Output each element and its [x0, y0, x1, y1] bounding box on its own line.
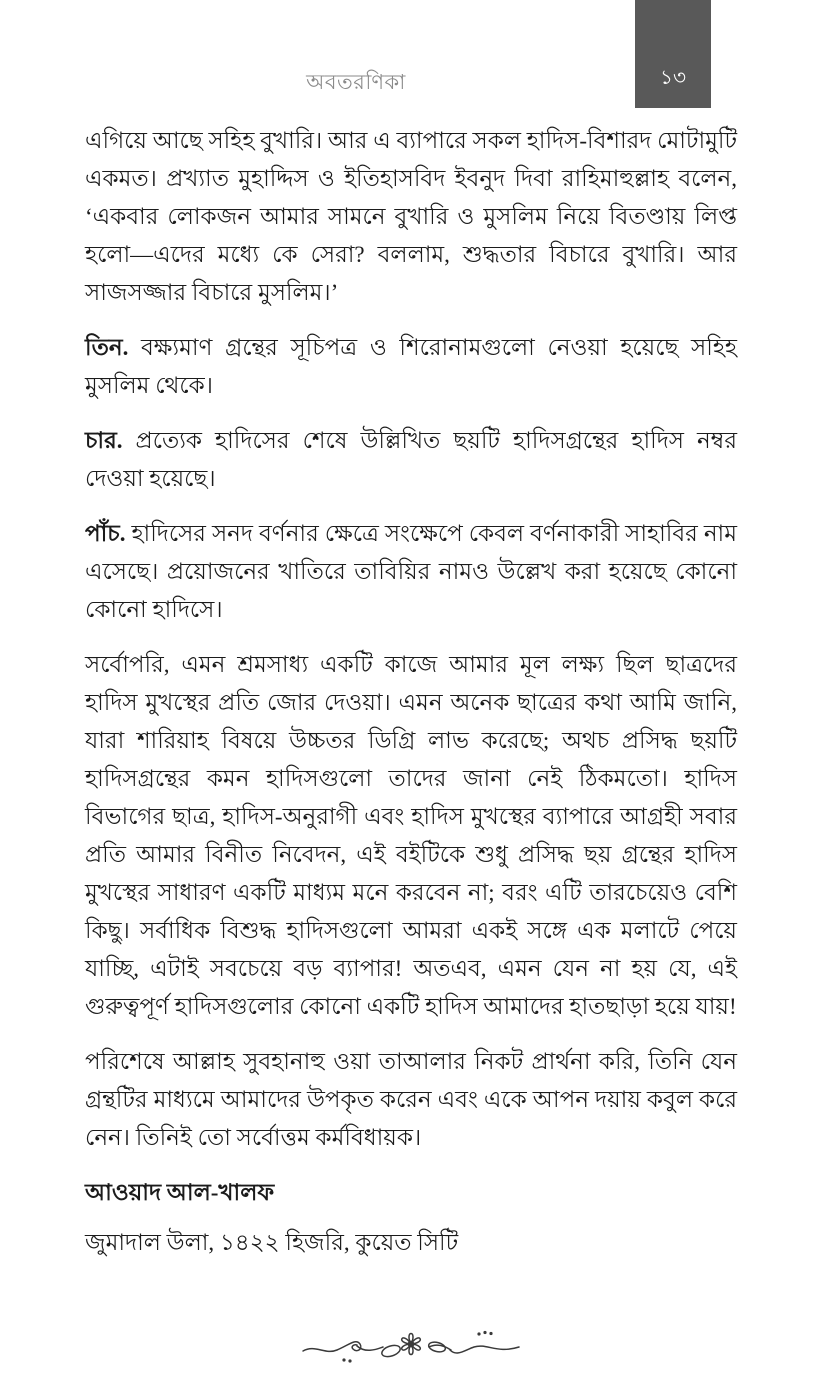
paragraph-intro: [85, 122, 737, 312]
paragraph-text: হাদিসের সনদ বর্ণনার ক্ষেত্রে সংক্ষেপে কেবল বর্ণনাকারী সাহাবির নাম এসেছে। প্রয়োজনের খাতিরে তাবিয়ির নামও উল্লেখ করা হয়েছে কোনো কোনো হাদিসে।: [85, 521, 737, 622]
page-content: [85, 122, 737, 1377]
flourish-container: [85, 1320, 737, 1377]
paragraph-text: প্রত্যেক হাদিসের শেষে উল্লিখিত ছয়টি হাদিসগ্রন্থের হাদিস নম্বর দেওয়া হয়েছে।: [85, 428, 737, 491]
paragraph-point-three: [85, 329, 737, 405]
paragraph-text: এগিয়ে আছে সহিহ বুখারি। আর এ ব্যাপারে সকল হাদিস-বিশারদ মোটামুটি একমত। প্রখ্যাত মুহাদ্দিস ও ইতিহাসবিদ ইবনুদ দিবা রাহিমাহুল্লাহ বলেন, ‘একবার লোকজন আমার সামনে বুখারি ও মুসলিম নিয়ে বিতণ্ডায় লিপ্ত হলো—এদের মধ্যে কে সেরা? বললাম, শুদ্ধতার বিচারে বুখারি। আর সাজসজ্জার বিচারে মুসলিম।’: [85, 128, 737, 305]
paragraph-point-five: [85, 515, 737, 629]
running-header-title: অবতরণিকা: [306, 70, 406, 94]
page-number: ১৩: [660, 67, 686, 89]
signature-name: আওয়াদ আল-খালফ: [85, 1180, 275, 1205]
floral-flourish-icon: [301, 1320, 521, 1377]
page-number-box: [635, 0, 711, 108]
signature-date: জুমাদাল উলা, ১৪২২ হিজরি, কুয়েত সিটি: [85, 1230, 459, 1255]
paragraph-point-four: [85, 422, 737, 498]
paragraph-purpose: [85, 646, 737, 1026]
paragraph-lead: চার.: [85, 428, 123, 453]
paragraph-text: সর্বোপরি, এমন শ্রমসাধ্য একটি কাজে আমার মূল লক্ষ্য ছিল ছাত্রদের হাদিস মুখস্থের প্রতি জোর দেওয়া। এমন অনেক ছাত্রের কথা আমি জানি, যারা শারিয়াহ বিষয়ে উচ্চতর ডিগ্রি লাভ করেছে; অথচ প্রসিদ্ধ ছয়টি হাদিসগ্রন্থের কমন হাদিসগুলো তাদের জানা নেই ঠিকমতো। হাদিস বিভাগের ছাত্র, হাদিস-অনুরাগী এবং হাদিস মুখস্থের ব্যাপারে আগ্রহী সবার প্রতি আমার বিনীত নিবেদন, এই বইটিকে শুধু প্রসিদ্ধ ছয় গ্রন্থের হাদিস মুখস্থের সাধারণ একটি মাধ্যম মনে করবেন না; বরং এটি তারচেয়েও বেশি কিছু। সর্বাধিক বিশুদ্ধ হাদিসগুলো আমরা একই সঙ্গে এক মলাটে পেয়ে যাচ্ছি, এটাই সবচেয়ে বড় ব্যাপার! অতএব, এমন যেন না হয় যে, এই গুরুত্বপূর্ণ হাদিসগুলোর কোনো একটি হাদিস আমাদের হাতছাড়া হয়ে যায়!: [85, 652, 737, 1019]
paragraph-lead: তিন.: [85, 335, 129, 360]
paragraph-lead: পাঁচ.: [85, 521, 126, 546]
paragraph-closing-dua: [85, 1043, 737, 1157]
paragraph-text: বক্ষ্যমাণ গ্রন্থের সূচিপত্র ও শিরোনামগুলো নেওয়া হয়েছে সহিহ মুসলিম থেকে।: [85, 335, 737, 398]
paragraph-text: পরিশেষে আল্লাহ সুবহানাহু ওয়া তাআলার নিকট প্রার্থনা করি, তিনি যেন গ্রন্থটির মাধ্যমে আমাদের উপকৃত করেন এবং একে আপন দয়ায় কবুল করে নেন। তিনিই তো সর্বোত্তম কর্মবিধায়ক।: [85, 1049, 737, 1150]
